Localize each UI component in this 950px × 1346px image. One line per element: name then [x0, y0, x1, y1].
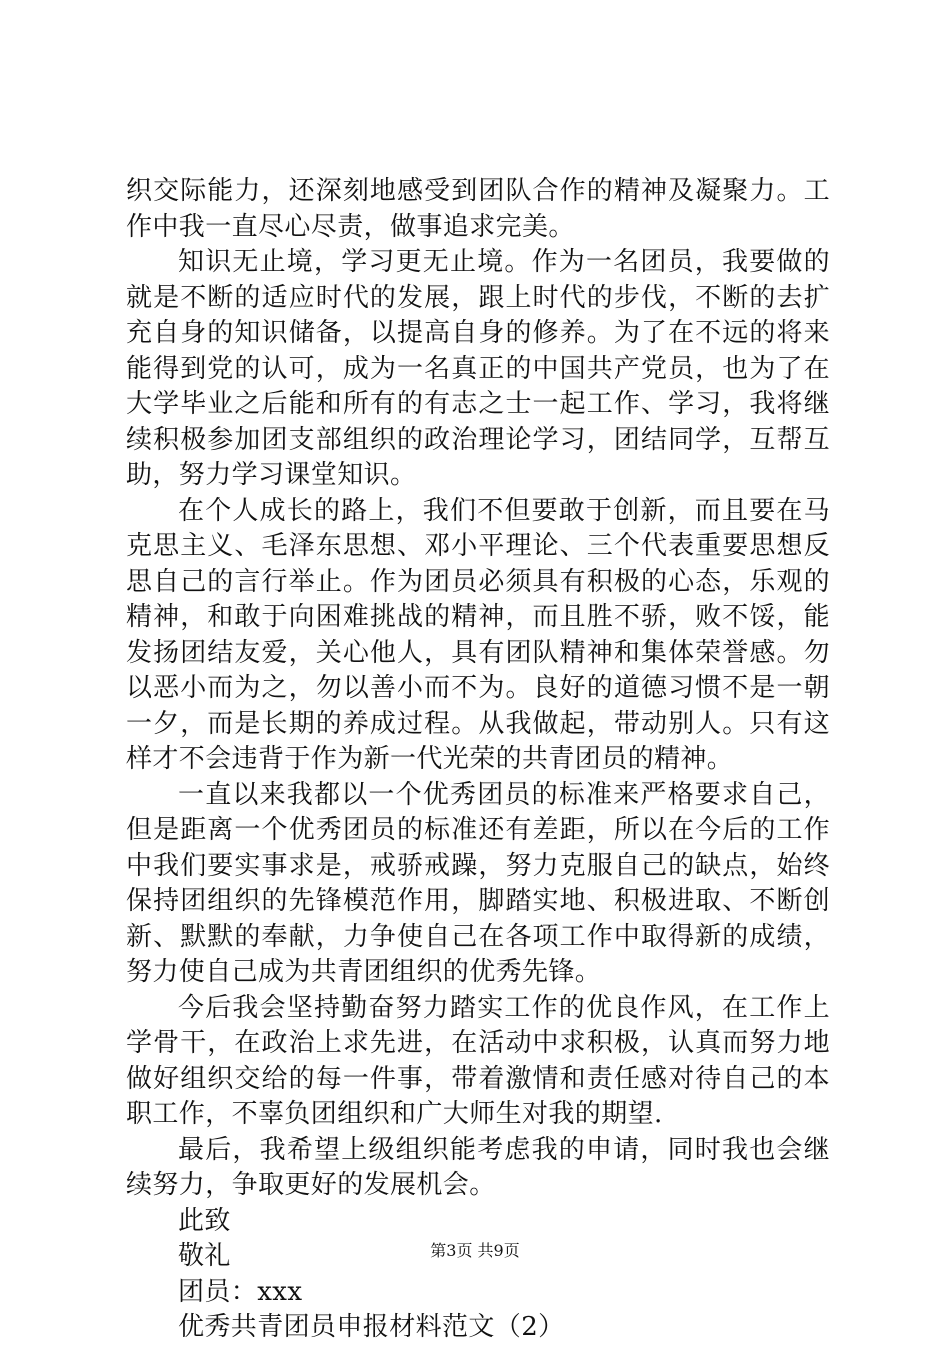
page-footer: 第3页 共9页	[430, 1241, 520, 1260]
closing-salutation: 此致	[178, 1205, 231, 1236]
paragraph-continued: 织交际能力，还深刻地感受到团队合作的精神及凝聚力。工作中我一直尽心尽责，做事追求完美。	[126, 176, 830, 242]
next-section-title: 优秀共青团员申报材料范文（2）	[178, 1312, 565, 1342]
document-body	[126, 174, 830, 1346]
paragraph-growth: 在个人成长的路上，我们不但要敢于创新，而且要在马克思主义、毛泽东思想、邓小平理论、三个代表重要思想反思自己的言行举止。作为团员必须具有积极的心态，乐观的精神，和敢于向困难挑战的精神，而且胜不骄，败不馁，能发扬团结友爱，关心他人，具有团队精神和集体荣誉感。勿以恶小而为之，勿以善小而不为。良好的道德习惯不是一朝一夕，而是长期的养成过程。从我做起，带动别人。只有这样才不会违背于作为新一代光荣的共青团员的精神。	[126, 495, 830, 774]
paragraph-standard: 一直以来我都以一个优秀团员的标准来严格要求自己，但是距离一个优秀团员的标准还有差距，所以在今后的工作中我们要实事求是，戒骄戒躁，努力克服自己的缺点，始终保持团组织的先锋模范作用，脚踏实地、积极进取、不断创新、默默的奉献，力争使自己在各项工作中取得新的成绩，努力使自己成为共青团组织的优秀先锋。	[126, 779, 830, 987]
paragraph-conclusion: 最后，我希望上级组织能考虑我的申请，同时我也会继续努力，争取更好的发展机会。	[126, 1134, 830, 1200]
paragraph-future: 今后我会坚持勤奋努力踏实工作的优良作风，在工作上学骨干，在政治上求先进，在活动中求积极，认真而努力地做好组织交给的每一件事，带着激情和责任感对待自己的本职工作，不辜负团组织和广大师生对我的期望.	[126, 992, 830, 1129]
signature: 团员：xxx	[178, 1276, 303, 1307]
closing-respect: 敬礼	[178, 1241, 231, 1271]
paragraph-knowledge: 知识无止境，学习更无止境。作为一名团员，我要做的就是不断的适应时代的发展，跟上时代的步伐，不断的去扩充自身的知识储备，以提高自身的修养。为了在不远的将来能得到党的认可，成为一名真正的中国共产党员，也为了在大学毕业之后能和所有的有志之士一起工作、学习，我将继续积极参加团支部组织的政治理论学习，团结同学，互帮互助，努力学习课堂知识。	[126, 247, 830, 490]
